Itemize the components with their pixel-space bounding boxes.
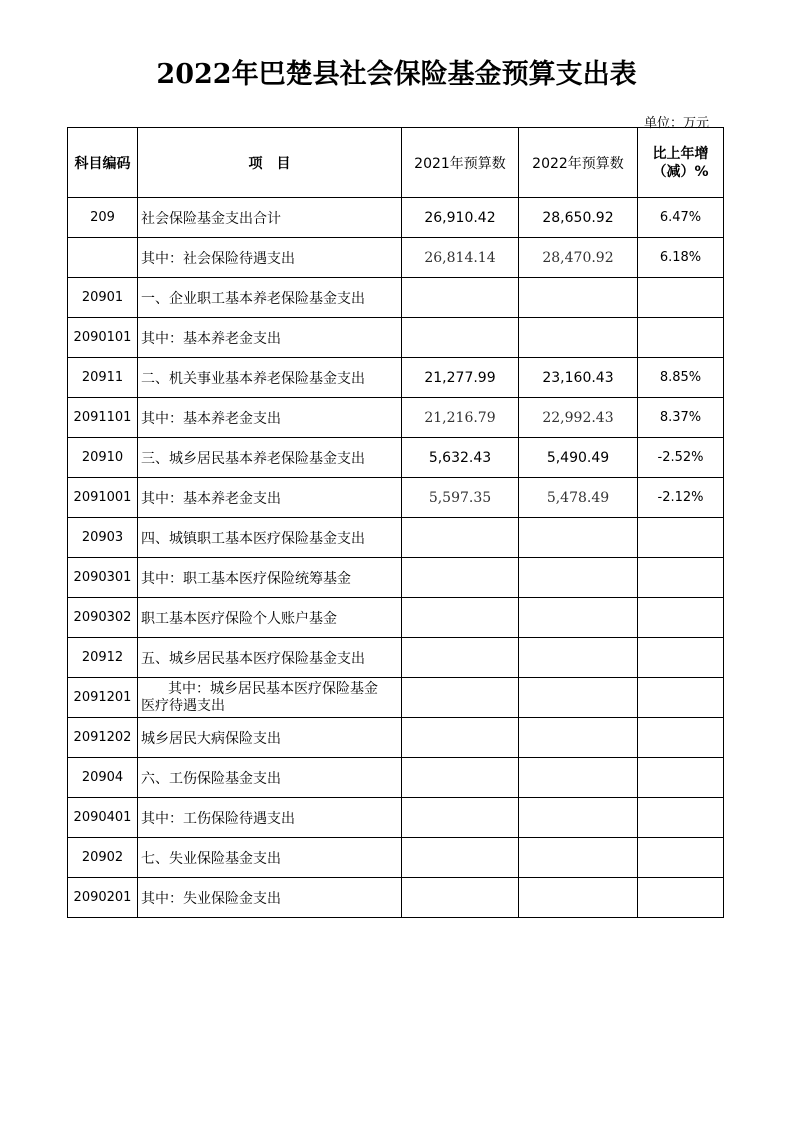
- row-name: 职工基本医疗保险个人账户基金: [138, 598, 402, 638]
- row-budget-2021: [402, 878, 519, 918]
- row-code: 2090302: [68, 598, 138, 638]
- row-budget-2022: [519, 758, 638, 798]
- row-budget-2021: 5,632.43: [402, 438, 519, 478]
- table-row: [68, 358, 724, 398]
- row-code: 20912: [68, 638, 138, 678]
- budget-table: [67, 127, 724, 918]
- row-budget-2022: 22,992.43: [519, 398, 638, 438]
- row-name: 城乡居民大病保险支出: [138, 718, 402, 758]
- row-budget-2021: [402, 318, 519, 358]
- row-budget-2021: 21,277.99: [402, 358, 519, 398]
- row-name: 一、企业职工基本养老保险基金支出: [138, 278, 402, 318]
- row-budget-2021: [402, 638, 519, 678]
- row-change-pct: [638, 558, 724, 598]
- row-budget-2021: 21,216.79: [402, 398, 519, 438]
- row-name: 六、工伤保险基金支出: [138, 758, 402, 798]
- row-change-pct: [638, 638, 724, 678]
- unit-label: 单位：万元: [643, 116, 709, 131]
- table-row: [68, 838, 724, 878]
- row-budget-2021: [402, 678, 519, 718]
- row-budget-2021: [402, 758, 519, 798]
- table-row: [68, 238, 724, 278]
- row-name: 其中：社会保险待遇支出: [138, 238, 402, 278]
- row-change-pct: -2.12%: [638, 478, 724, 518]
- row-budget-2022: 5,490.49: [519, 438, 638, 478]
- row-change-pct: [638, 878, 724, 918]
- header-budget-2021: 2021年预算数: [402, 128, 519, 198]
- row-code: 20903: [68, 518, 138, 558]
- header-code: 科目编码: [68, 128, 138, 198]
- row-budget-2021: [402, 518, 519, 558]
- row-code: 2091101: [68, 398, 138, 438]
- table-row: [68, 718, 724, 758]
- table-row: [68, 758, 724, 798]
- row-change-pct: [638, 798, 724, 838]
- row-change-pct: [638, 518, 724, 558]
- row-budget-2022: [519, 518, 638, 558]
- table-row: [68, 198, 724, 238]
- row-budget-2022: [519, 278, 638, 318]
- row-budget-2021: [402, 798, 519, 838]
- row-change-pct: 6.47%: [638, 198, 724, 238]
- header-change-line1: 比上年增: [652, 145, 709, 162]
- row-name: 其中：失业保险金支出: [138, 878, 402, 918]
- row-budget-2022: 28,650.92: [519, 198, 638, 238]
- row-budget-2021: 26,910.42: [402, 198, 519, 238]
- row-name: 其中：基本养老金支出: [138, 478, 402, 518]
- row-budget-2021: [402, 718, 519, 758]
- row-change-pct: [638, 278, 724, 318]
- row-change-pct: [638, 838, 724, 878]
- row-code: 2091001: [68, 478, 138, 518]
- row-name: 五、城乡居民基本医疗保险基金支出: [138, 638, 402, 678]
- header-budget-2022: 2022年预算数: [519, 128, 638, 198]
- row-code: 20904: [68, 758, 138, 798]
- row-name: 其中：基本养老金支出: [138, 318, 402, 358]
- row-budget-2022: [519, 558, 638, 598]
- row-change-pct: [638, 598, 724, 638]
- row-budget-2021: 26,814.14: [402, 238, 519, 278]
- row-name-line2: 医疗待遇支出: [141, 697, 225, 714]
- row-change-pct: -2.52%: [638, 438, 724, 478]
- row-budget-2022: [519, 798, 638, 838]
- row-code: 2091202: [68, 718, 138, 758]
- row-code: 2090101: [68, 318, 138, 358]
- row-change-pct: [638, 678, 724, 718]
- table-row: [68, 518, 724, 558]
- header-item: 项 目: [138, 128, 402, 198]
- header-row: [68, 128, 724, 198]
- row-budget-2022: [519, 598, 638, 638]
- table-row: [68, 878, 724, 918]
- row-code: 2090401: [68, 798, 138, 838]
- row-change-pct: [638, 718, 724, 758]
- table-row: [68, 318, 724, 358]
- row-name: 三、城乡居民基本养老保险基金支出: [138, 438, 402, 478]
- row-budget-2021: [402, 838, 519, 878]
- table-row: [68, 558, 724, 598]
- table-row: [68, 438, 724, 478]
- row-budget-2022: [519, 638, 638, 678]
- table-row: [68, 478, 724, 518]
- row-code: 20902: [68, 838, 138, 878]
- table-row: [68, 398, 724, 438]
- table-row: [68, 638, 724, 678]
- row-budget-2021: [402, 598, 519, 638]
- row-name: 其中：工伤保险待遇支出: [138, 798, 402, 838]
- row-code: 20911: [68, 358, 138, 398]
- row-change-pct: [638, 758, 724, 798]
- row-change-pct: [638, 318, 724, 358]
- row-code: 20910: [68, 438, 138, 478]
- row-change-pct: 8.37%: [638, 398, 724, 438]
- row-code: 2090301: [68, 558, 138, 598]
- row-budget-2021: [402, 558, 519, 598]
- row-name: 其中：基本养老金支出: [138, 398, 402, 438]
- row-name: 其中：职工基本医疗保险统筹基金: [138, 558, 402, 598]
- row-budget-2022: [519, 878, 638, 918]
- row-name: [138, 678, 402, 718]
- row-budget-2022: 5,478.49: [519, 478, 638, 518]
- table-row: [68, 798, 724, 838]
- row-code: 2091201: [68, 678, 138, 718]
- row-code: [68, 238, 138, 278]
- row-budget-2022: 28,470.92: [519, 238, 638, 278]
- row-budget-2021: [402, 278, 519, 318]
- row-code: 209: [68, 198, 138, 238]
- row-code: 20901: [68, 278, 138, 318]
- row-name: 二、机关事业基本养老保险基金支出: [138, 358, 402, 398]
- header-change-line2: （减）%: [652, 163, 709, 180]
- table-row: [68, 678, 724, 718]
- row-budget-2021: 5,597.35: [402, 478, 519, 518]
- row-budget-2022: [519, 318, 638, 358]
- table-row: [68, 278, 724, 318]
- row-budget-2022: [519, 678, 638, 718]
- row-name-line1: 其中：城乡居民基本医疗保险基金: [168, 680, 378, 697]
- row-change-pct: 6.18%: [638, 238, 724, 278]
- row-name: 四、城镇职工基本医疗保险基金支出: [138, 518, 402, 558]
- header-change: [638, 128, 724, 198]
- row-name: 七、失业保险基金支出: [138, 838, 402, 878]
- row-name: 社会保险基金支出合计: [138, 198, 402, 238]
- row-change-pct: 8.85%: [638, 358, 724, 398]
- row-code: 2090201: [68, 878, 138, 918]
- row-budget-2022: [519, 718, 638, 758]
- page-title: 2022年巴楚县社会保险基金预算支出表: [156, 59, 637, 90]
- row-budget-2022: [519, 838, 638, 878]
- table-row: [68, 598, 724, 638]
- row-budget-2022: 23,160.43: [519, 358, 638, 398]
